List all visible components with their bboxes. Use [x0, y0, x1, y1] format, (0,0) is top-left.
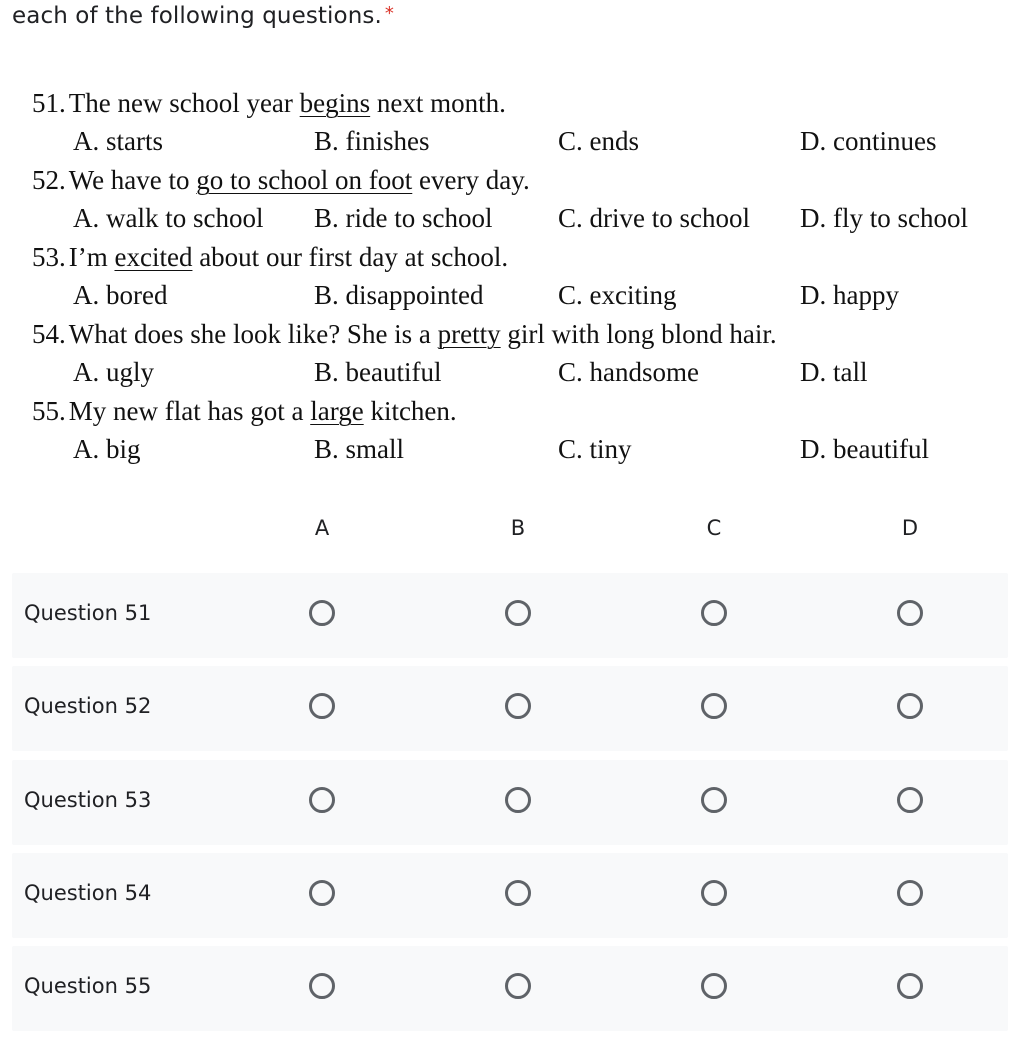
radio-button[interactable] — [309, 693, 335, 719]
row-label: Question 55 — [24, 974, 152, 999]
radio-button[interactable] — [897, 693, 923, 719]
answer-option: C. drive to school — [558, 203, 750, 233]
question-text: My new flat has got a — [68, 396, 311, 426]
answer-option: C. ends — [558, 126, 639, 156]
radio-button[interactable] — [309, 973, 335, 999]
answer-option: B. beautiful — [314, 357, 442, 387]
row-label: Question 52 — [24, 694, 152, 719]
question-text: The new school year — [68, 88, 300, 118]
answer-option: A. starts — [73, 126, 163, 156]
exercise-question — [32, 396, 457, 427]
exercise-question — [32, 242, 508, 273]
question-title-text: each of the following questions. — [12, 3, 382, 29]
exercise-question — [32, 165, 530, 196]
answer-option: B. finishes — [314, 126, 430, 156]
answer-option: D. tall — [800, 357, 868, 387]
answer-option: B. ride to school — [314, 203, 493, 233]
grid-row — [12, 946, 1008, 1031]
radio-button[interactable] — [505, 693, 531, 719]
underlined-word: pretty — [437, 319, 501, 349]
answer-option: D. continues — [800, 126, 937, 156]
answer-option: A. walk to school — [73, 203, 264, 233]
answer-option: A. big — [73, 434, 141, 464]
radio-button[interactable] — [505, 973, 531, 999]
grid-row — [12, 853, 1008, 938]
radio-button[interactable] — [897, 880, 923, 906]
question-text: We have to — [68, 165, 197, 195]
question-text: I’m — [68, 242, 115, 272]
question-title — [12, 3, 394, 29]
underlined-word: large — [310, 396, 364, 426]
question-text: What does she look like? She is a — [68, 319, 438, 349]
question-text: kitchen. — [363, 396, 457, 426]
answer-option: C. tiny — [558, 434, 632, 464]
radio-button[interactable] — [505, 600, 531, 626]
question-number: 53. — [32, 242, 66, 272]
radio-button[interactable] — [309, 787, 335, 813]
grid-row — [12, 760, 1008, 845]
radio-button[interactable] — [309, 880, 335, 906]
row-label: Question 54 — [24, 880, 152, 905]
radio-button[interactable] — [701, 787, 727, 813]
radio-button[interactable] — [701, 693, 727, 719]
radio-button[interactable] — [897, 787, 923, 813]
answer-option: D. happy — [800, 280, 899, 310]
underlined-word: go to school on foot — [196, 165, 413, 195]
row-label: Question 53 — [24, 787, 152, 812]
question-number: 55. — [32, 396, 66, 426]
answer-option: D. beautiful — [800, 434, 929, 464]
question-image — [0, 70, 1024, 490]
answer-option: C. handsome — [558, 357, 699, 387]
question-text: every day. — [412, 165, 530, 195]
radio-button[interactable] — [897, 973, 923, 999]
answer-option: A. ugly — [73, 357, 154, 387]
column-header-a: A — [314, 516, 330, 540]
row-label: Question 51 — [24, 601, 152, 625]
radio-button[interactable] — [701, 600, 727, 626]
question-text: about our first day at school. — [192, 242, 509, 272]
question-number: 54. — [32, 319, 66, 349]
answer-option: C. exciting — [558, 280, 677, 310]
radio-button[interactable] — [701, 973, 727, 999]
column-header-d: D — [901, 516, 919, 540]
radio-button[interactable] — [897, 600, 923, 626]
question-text: girl with long blond hair. — [500, 319, 777, 349]
underlined-word: begins — [299, 88, 371, 118]
grid-row — [12, 573, 1008, 658]
column-header-c: C — [706, 516, 722, 540]
radio-button[interactable] — [701, 880, 727, 906]
exercise-question — [32, 88, 506, 119]
answer-option: D. fly to school — [800, 203, 968, 233]
grid-row — [12, 666, 1008, 751]
column-header-b: B — [510, 516, 526, 540]
exercise-question — [32, 319, 777, 350]
question-number: 51. — [32, 88, 66, 118]
question-text: next month. — [370, 88, 506, 118]
question-number: 52. — [32, 165, 66, 195]
radio-button[interactable] — [505, 880, 531, 906]
radio-button[interactable] — [505, 787, 531, 813]
answer-option: B. disappointed — [314, 280, 484, 310]
underlined-word: excited — [114, 242, 193, 272]
answer-option: A. bored — [73, 280, 168, 310]
answer-option: B. small — [314, 434, 405, 464]
radio-button[interactable] — [309, 600, 335, 626]
required-asterisk: * — [384, 3, 394, 24]
